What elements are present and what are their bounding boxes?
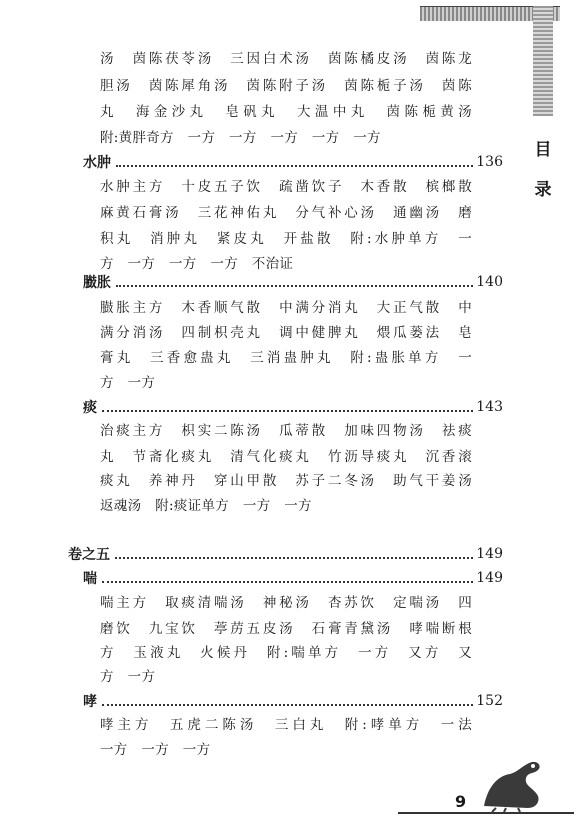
toc-line: 喘主方 取痰清喘汤 神秘汤 杏苏饮 定喘汤 四 [100,595,472,611]
toc-volume-5[interactable] [68,543,503,565]
toc-line: 磨饮 九宝饮 葶苈五皮汤 石膏青黛汤 哮喘断根 [100,621,472,637]
leader-dots [116,165,473,167]
toc-entry-chuan[interactable] [83,567,503,589]
edge-ornament [533,6,553,116]
toc-line: 臌胀主方 木香顺气散 中满分消丸 大正气散 中 [100,300,472,316]
toc-line: 丸 节斋化痰丸 清气化痰丸 竹沥导痰丸 沉香滚 [100,449,472,465]
toc-line: 麻黄石膏汤 三花神佑丸 分气补心汤 通幽汤 磨 [100,205,472,221]
side-section-label [532,130,554,210]
toc-line: 附:黄胖奇方 一方 一方 一方 一方 一方 [100,130,381,146]
toc-line: 方 一方 [100,669,156,685]
toc-line: 汤 茵陈茯苓汤 三因白术汤 茵陈橘皮汤 茵陈龙 [100,51,472,67]
toc-line: 方 一方 一方 一方 不治证 [100,256,294,272]
page-number: 136 [476,154,503,170]
toc-line: 积丸 消肿丸 紧皮丸 开盐散 附:水肿单方 一 [100,231,472,247]
toc-line: 痰丸 养神丹 穿山甲散 苏子二冬汤 助气干姜汤 [100,473,472,489]
toc-line: 膏丸 三香愈蛊丸 三消蛊肿丸 附:蛊胀单方 一 [100,350,472,366]
page-number: 143 [476,399,503,415]
toc-entry-shuizhong[interactable] [83,151,503,173]
volume-title: 卷之五 [68,547,110,563]
toc-line: 一方 一方 一方 [100,742,211,758]
side-char-2: 录 [534,180,552,200]
dragon-ornament-icon [478,756,548,812]
toc-line: 丸 海金沙丸 皂矾丸 大温中丸 茵陈栀黄汤 [100,104,472,120]
page-number: 149 [476,570,503,586]
toc-entry-xiao[interactable] [83,690,503,712]
toc-line: 方 一方 [100,375,156,391]
toc-line: 满分消汤 四制枳壳丸 调中健脾丸 煨瓜蒌法 皂 [100,325,472,341]
toc-line: 水肿主方 十皮五子饮 疏凿饮子 木香散 槟榔散 [100,179,472,195]
entry-title: 喘 [83,571,97,587]
toc-line: 方 玉液丸 火候丹 附:喘单方 一方 又方 又 [100,645,472,661]
leader-dots [102,410,473,412]
entry-title: 痰 [83,400,97,416]
page-number: 152 [476,693,503,709]
footer-rule [398,812,574,814]
toc-line: 哮主方 五虎二陈汤 三白丸 附:哮单方 一法 [100,717,472,733]
leader-dots [102,581,473,583]
toc-line: 返魂汤 附:痰证单方 一方 一方 [100,498,312,514]
toc-line: 治痰主方 枳实二陈汤 瓜蒂散 加味四物汤 祛痰 [100,423,472,439]
page-folio: 9 [455,792,467,811]
leader-dots [102,704,473,706]
entry-title: 水肿 [83,155,111,171]
page-number: 140 [476,274,503,290]
leader-dots [116,285,473,287]
side-char-1: 目 [534,140,552,160]
page-number: 149 [476,546,503,562]
toc-entry-guzhang[interactable] [83,271,503,293]
entry-title: 哮 [83,694,97,710]
leader-dots [115,557,473,559]
entry-title: 臌胀 [83,275,111,291]
toc-entry-tan[interactable] [83,396,503,418]
toc-line: 胆汤 茵陈犀角汤 茵陈附子汤 茵陈栀子汤 茵陈 [100,78,472,94]
